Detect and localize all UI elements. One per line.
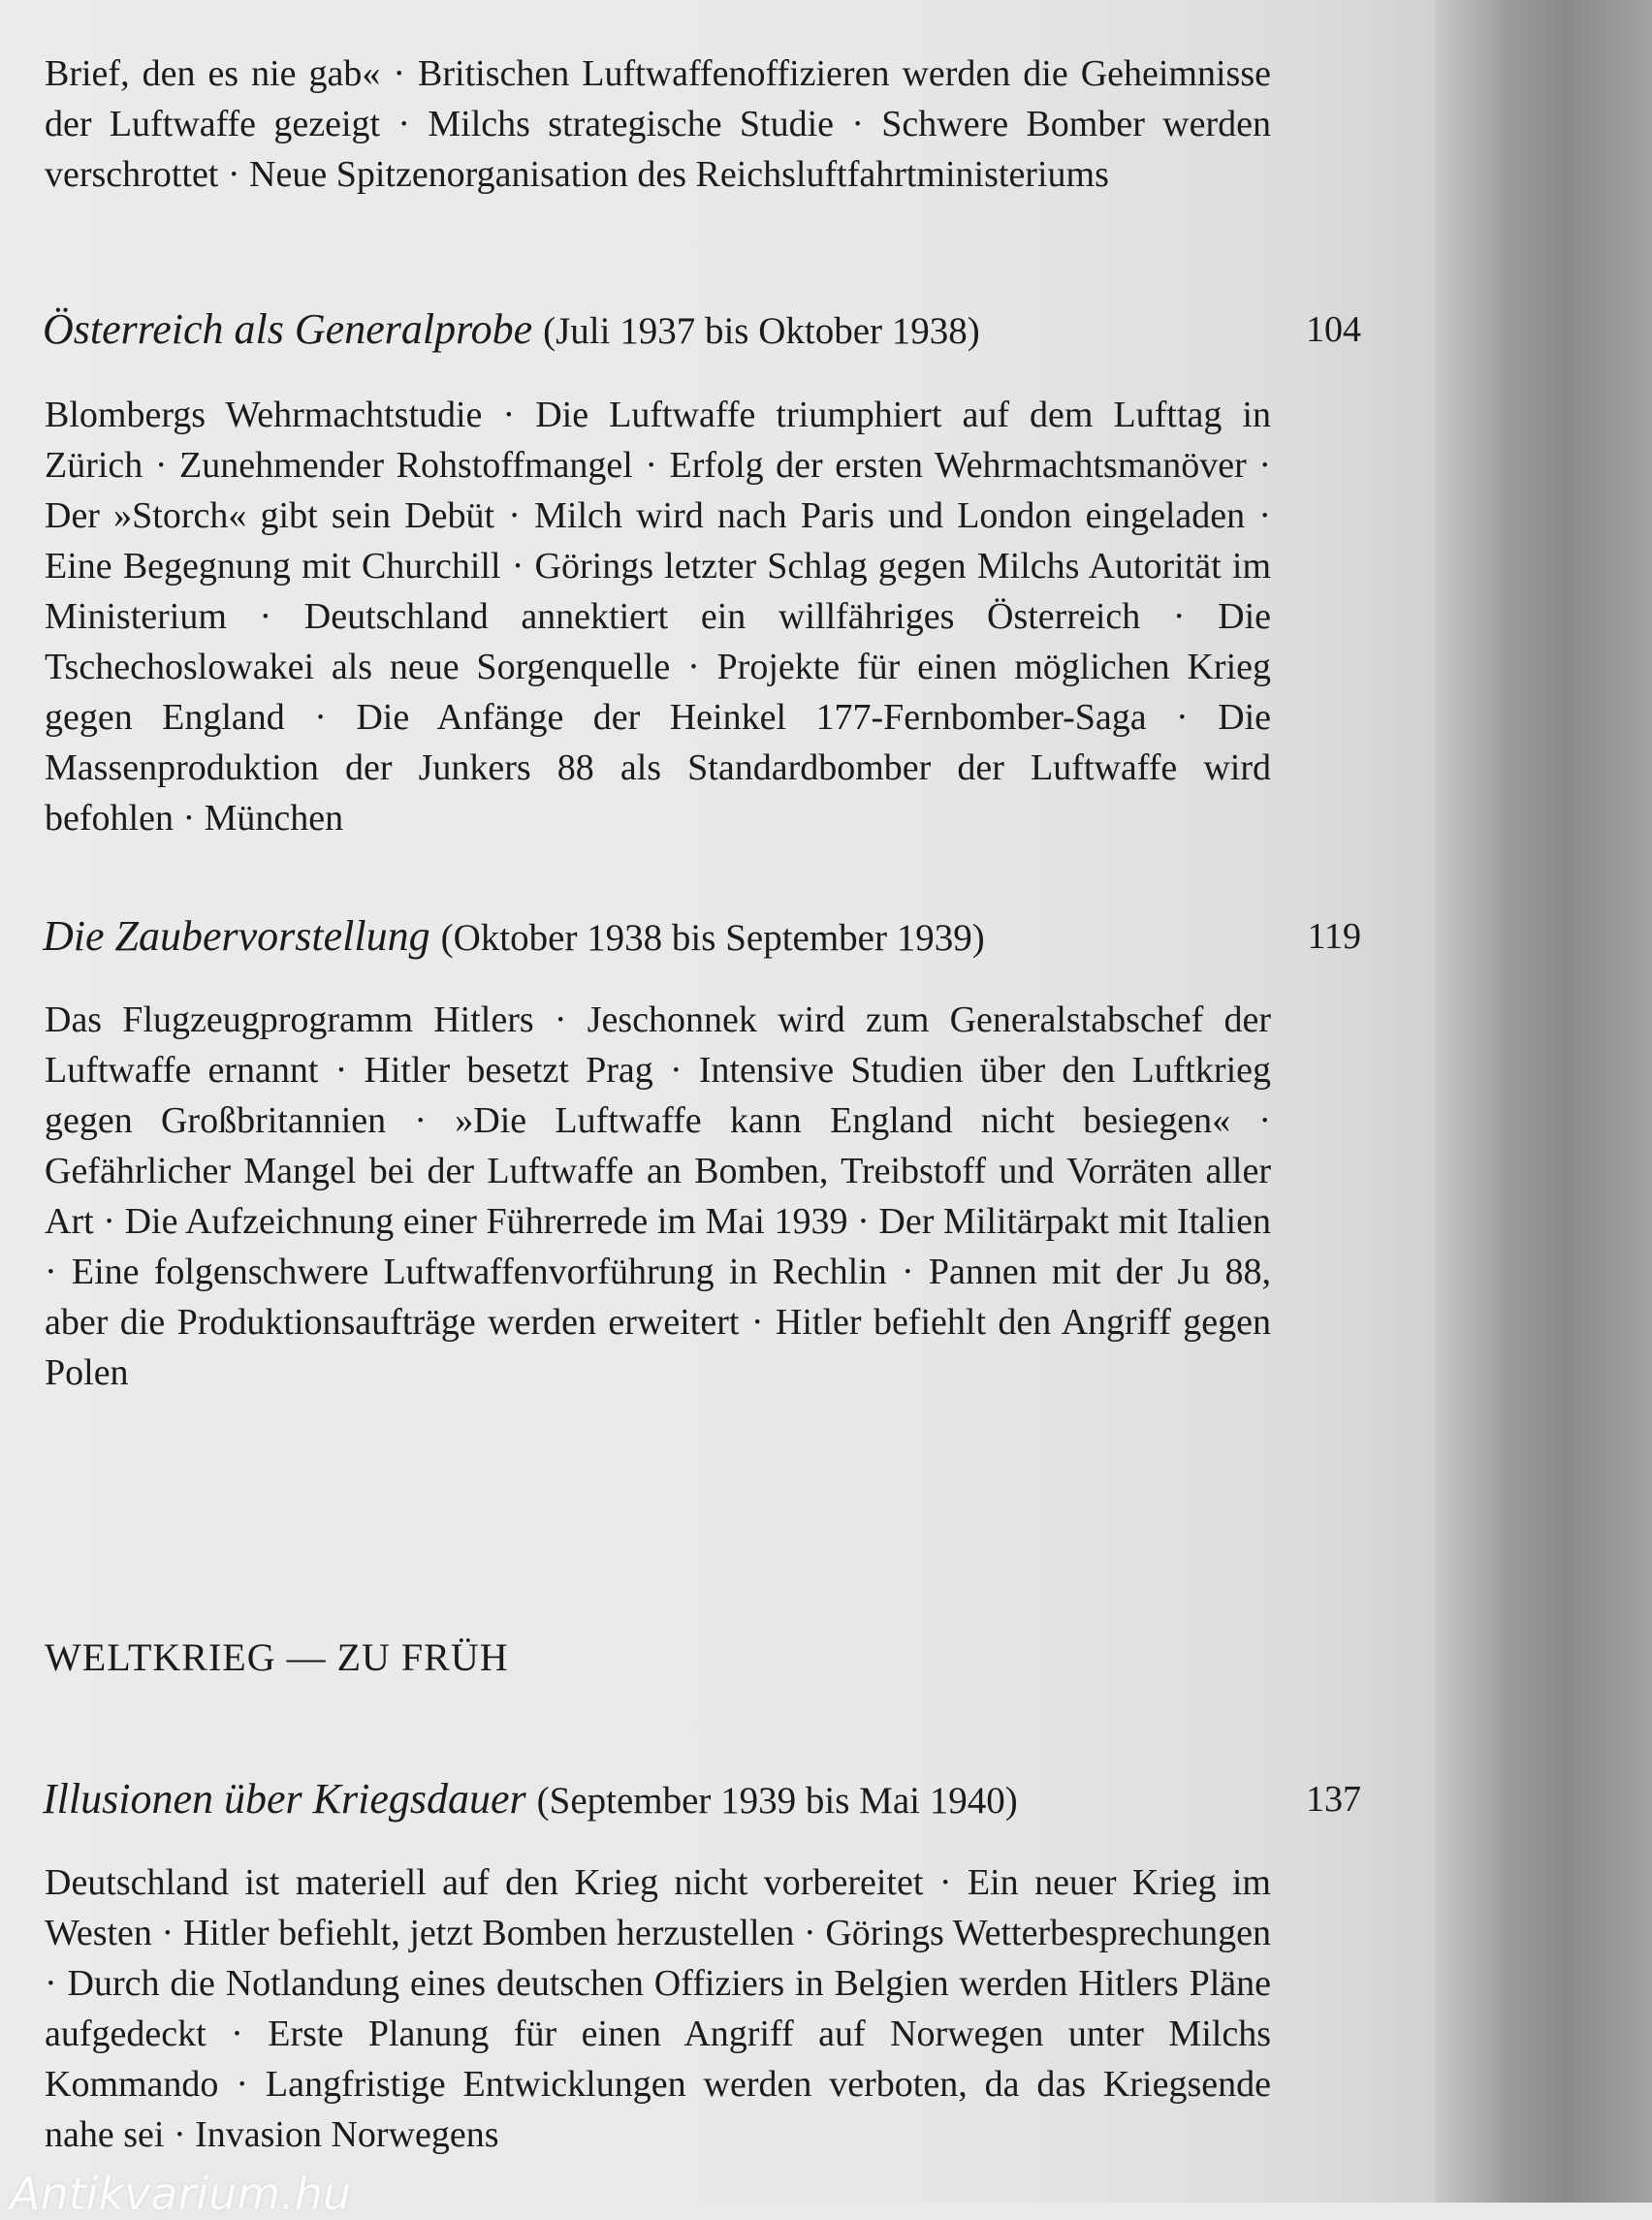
entry-description: Deutschland ist materiell auf den Krieg nicht vorbereitet · Ein neuer Krieg im Westen · Hitler befiehlt, jetzt Bomben herzustellen · Görings Wetterbesprechungen · Durch die Notlandung eines deutschen Offiziers in Belgien werden Hitlers Pläne aufgedeckt · Erste Planung für einen Angriff auf Norwegen unter Milchs Kommando · Langfristige Entwicklungen werden verboten, da das Kriegsende nahe sei · Invasion Norwegens — [45, 1862, 1271, 2155]
chapter-dates: (Juli 1937 bis Oktober 1938) — [543, 310, 980, 352]
chapter-dates: (Oktober 1938 bis September 1939) — [440, 917, 985, 959]
chapter-heading — [43, 301, 1361, 359]
chapter-dates: (September 1939 bis Mai 1940) — [536, 1780, 1018, 1822]
page-gutter-shadow — [1435, 0, 1652, 2203]
chapter-heading — [43, 907, 1361, 966]
chapter-title: Österreich als Generalprobe — [43, 305, 533, 353]
chapter-page-number: 119 — [1307, 916, 1361, 957]
chapter-page-number: 137 — [1306, 1779, 1361, 1820]
chapter-heading — [43, 1770, 1361, 1828]
chapter-page-number: 104 — [1306, 309, 1361, 350]
chapter-title: Illusionen über Kriegsdauer — [43, 1775, 526, 1823]
entry-description: Blombergs Wehrmachtstudie · Die Luftwaffe triumphiert auf dem Lufttag in Zürich · Zunehmender Rohstoffmangel · Erfolg der ersten Wehrmachtsmanöver · Der »Storch« gibt sein Debüt · Milch wird nach Paris und London eingeladen · Eine Begegnung mit Churchill · Görings letzter Schlag gegen Milchs Autorität im Ministerium · Deutschland annektiert ein willfähriges Österreich · Die Tschechoslowakei als neue Sorgenquelle · Projekte für einen möglichen Krieg gegen England · Die Anfänge der Heinkel 177-Fernbomber-Saga · Die Massenproduktion der Junkers 88 als Standardbomber der Luftwaffe wird befohlen · München — [45, 395, 1271, 839]
chapter-title: Die Zaubervorstellung — [43, 912, 430, 960]
watermark: Antikvarium.hu — [10, 2168, 352, 2220]
section-heading: WELTKRIEG — ZU FRÜH — [45, 1635, 509, 1679]
entry-description: Das Flugzeugprogramm Hitlers · Jeschonnek wird zum Generalstabschef der Luftwaffe ernannt · Hitler besetzt Prag · Intensive Studien über den Luftkrieg gegen Großbritannien · »Die Luftwaffe kann England nicht besiegen« · Gefährlicher Mangel bei der Luftwaffe an Bomben, Treibstoff und Vorräten aller Art · Die Aufzeichnung einer Führerrede im Mai 1939 · Der Militärpakt mit Italien · Eine folgenschwere Luftwaffenvorführung in Rechlin · Pannen mit der Ju 88, aber die Produktionsaufträge werden erweitert · Hitler befiehlt den Angriff gegen Polen — [45, 999, 1271, 1393]
entry-description: Brief, den es nie gab« · Britischen Luftwaffenoffizieren werden die Geheimnisse der Luftwaffe gezeigt · Milchs strategische Studie · Schwere Bomber werden verschrottet · Neue Spitzenorganisation des Reichsluftfahrtministeriums — [45, 53, 1271, 195]
